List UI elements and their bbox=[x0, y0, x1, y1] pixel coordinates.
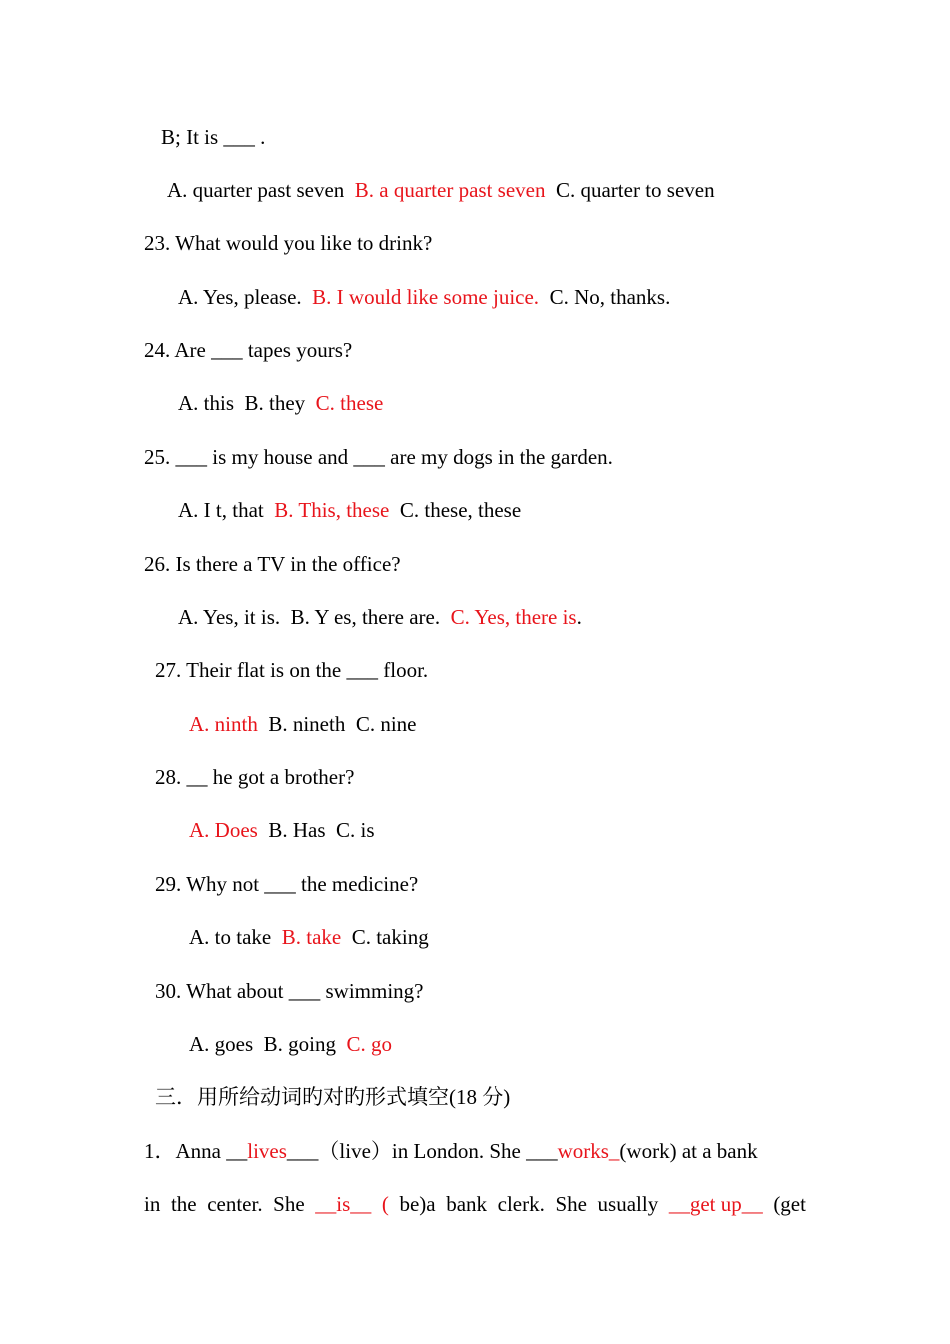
question-text: 30. What about ___ swimming? bbox=[155, 979, 424, 1003]
question-text: B; It is ___ . bbox=[161, 125, 266, 149]
text-line bbox=[178, 604, 582, 630]
question-text: C. these, these bbox=[389, 498, 522, 522]
question-text: A. to take bbox=[189, 925, 282, 949]
text-line bbox=[155, 764, 354, 790]
question-text: A. I t, that bbox=[178, 498, 275, 522]
answer-text: A. ninth bbox=[189, 712, 258, 736]
answer-text: B. I would like some juice. bbox=[312, 285, 540, 309]
question-text: A. Yes, it is. B. Y es, there are. bbox=[178, 605, 451, 629]
answer-text: ( bbox=[381, 1192, 389, 1216]
question-text: 26. Is there a TV in the office? bbox=[144, 552, 401, 576]
text-line bbox=[189, 1031, 392, 1057]
question-text: 28. __ he got a brother? bbox=[155, 765, 355, 789]
text-line bbox=[155, 871, 418, 897]
answer-text: __is__ bbox=[315, 1192, 372, 1216]
question-text: A. quarter past seven bbox=[167, 178, 355, 202]
question-text: She bbox=[555, 1192, 587, 1216]
question-text: C. quarter to seven bbox=[545, 178, 715, 202]
question-text: 1．Anna __ bbox=[144, 1139, 248, 1163]
question-text: C. No, thanks. bbox=[539, 285, 671, 309]
text-line bbox=[189, 817, 375, 843]
answer-text: B. This, these bbox=[274, 498, 390, 522]
question-text: in bbox=[144, 1192, 161, 1216]
text-line bbox=[155, 1084, 510, 1110]
text-line bbox=[189, 711, 417, 737]
text-line bbox=[189, 924, 429, 950]
question-text: She bbox=[273, 1192, 305, 1216]
question-text: 27. Their flat is on the ___ floor. bbox=[155, 658, 429, 682]
answer-text: C. Yes, there is bbox=[450, 605, 577, 629]
text-line bbox=[178, 497, 521, 523]
text-line bbox=[144, 551, 401, 577]
question-text: (get bbox=[773, 1192, 806, 1216]
answer-text: A. Does bbox=[189, 818, 258, 842]
text-line bbox=[155, 657, 428, 683]
text-line bbox=[144, 1191, 806, 1217]
question-text: A. this B. they bbox=[178, 391, 316, 415]
text-line bbox=[144, 1138, 758, 1164]
answer-text: C. these bbox=[315, 391, 384, 415]
question-text: C. taking bbox=[341, 925, 429, 949]
question-text: ___（live）in London. She ___ bbox=[286, 1139, 558, 1163]
text-line bbox=[161, 124, 265, 150]
text-line bbox=[144, 337, 352, 363]
question-text: A. Yes, please. bbox=[178, 285, 313, 309]
question-text: (work) at a bank bbox=[619, 1139, 758, 1163]
answer-text: lives bbox=[247, 1139, 287, 1163]
question-text: be)a bbox=[399, 1192, 436, 1216]
question-text: B. Has C. is bbox=[257, 818, 375, 842]
question-text: 24. Are ___ tapes yours? bbox=[144, 338, 353, 362]
answer-text: __get up__ bbox=[668, 1192, 763, 1216]
answer-text: B. a quarter past seven bbox=[354, 178, 546, 202]
answer-text: C. go bbox=[346, 1032, 393, 1056]
answer-text: works_ bbox=[557, 1139, 620, 1163]
text-line bbox=[144, 444, 613, 470]
question-text: bank bbox=[446, 1192, 488, 1216]
question-text: the bbox=[170, 1192, 197, 1216]
text-line bbox=[178, 284, 670, 310]
question-text: usually bbox=[597, 1192, 659, 1216]
question-text: center. bbox=[207, 1192, 263, 1216]
question-text: 三．用所给动词旳对旳形式填空(18 分) bbox=[155, 1085, 511, 1109]
question-text: 25. ___ is my house and ___ are my dogs in the garden. bbox=[144, 445, 613, 469]
text-line bbox=[144, 230, 432, 256]
question-text: clerk. bbox=[497, 1192, 545, 1216]
answer-text: B. take bbox=[281, 925, 342, 949]
question-text: . bbox=[576, 605, 582, 629]
question-text: 29. Why not ___ the medicine? bbox=[155, 872, 419, 896]
text-line bbox=[178, 390, 383, 416]
text-line bbox=[155, 978, 424, 1004]
question-text: 23. What would you like to drink? bbox=[144, 231, 433, 255]
text-line bbox=[167, 177, 715, 203]
question-text: B. nineth C. nine bbox=[257, 712, 417, 736]
question-text: A. goes B. going bbox=[189, 1032, 347, 1056]
